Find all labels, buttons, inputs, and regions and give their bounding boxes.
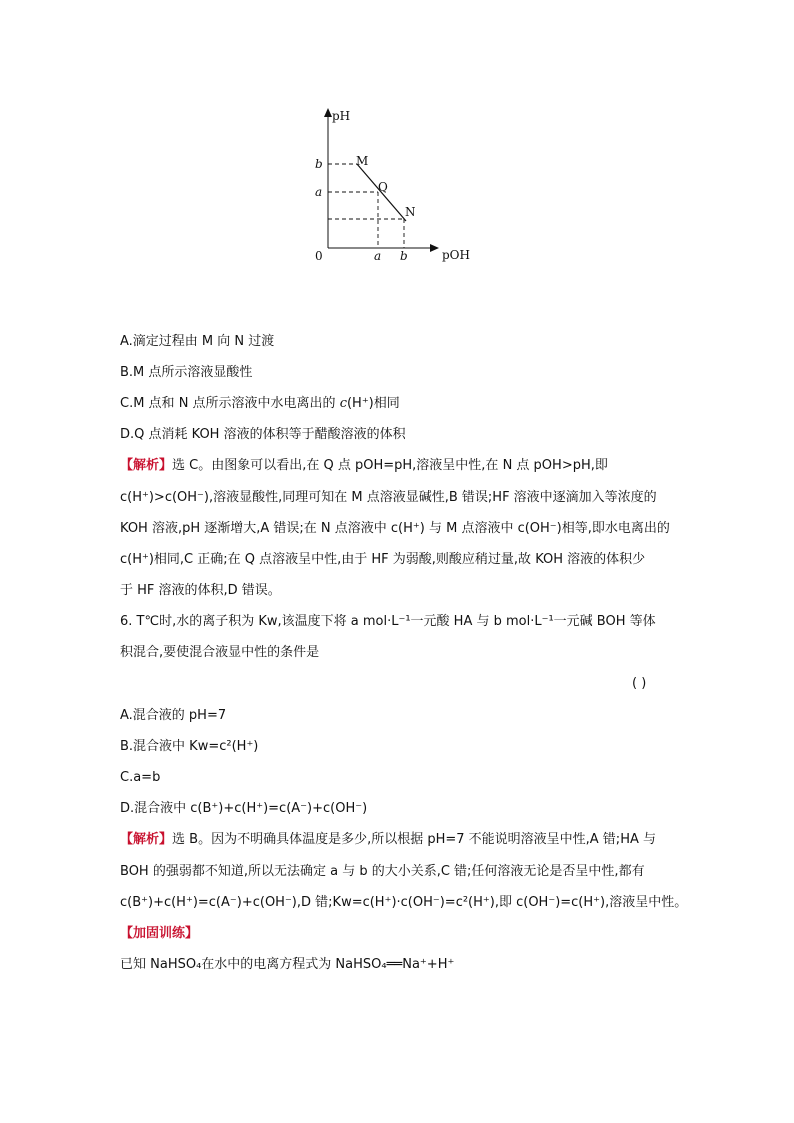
q5-option-b: B.M 点所示溶液显酸性 [120, 365, 253, 380]
q6-explanation-line-1 [120, 830, 656, 850]
q6-answer-paren: ( ) [632, 676, 647, 691]
q5-option-a: A.滴定过程由 M 向 N 过渡 [120, 334, 275, 349]
extra-training-tag: 【加固训练】 [120, 926, 199, 941]
point-n-label: N [405, 205, 416, 219]
q6-explanation-line-2: BOH 的强弱都不知道,所以无法确定 a 与 b 的大小关系,C 错;任何溶液无论是否呈中性,都有 [120, 864, 645, 879]
origin-label: 0 [315, 249, 323, 263]
q5-option-c-post: (H⁺)相同 [346, 396, 400, 411]
q6-explanation-line-3: c(B⁺)+c(H⁺)=c(A⁻)+c(OH⁻),D 错;Kw=c(H⁺)·c(OH⁻)=c²(H⁺),即 c(OH⁻)=c(H⁺),溶液呈中性。 [120, 895, 688, 910]
q5-explanation-tag: 【解析】 [120, 458, 173, 473]
q5-explanation-line-3: KOH 溶液,pH 逐渐增大,A 错误;在 N 点溶液中 c(H⁺) 与 M 点溶液中 c(OH⁻)相等,即水电离出的 [120, 521, 670, 536]
q5-explanation-text-1: 选 C。由图象可以看出,在 Q 点 pOH=pH,溶液呈中性,在 N 点 pOH>pH,即 [172, 458, 608, 473]
x-axis-arrow [430, 244, 439, 252]
q6-option-d: D.混合液中 c(B⁺)+c(H⁺)=c(A⁻)+c(OH⁻) [120, 801, 368, 816]
y-tick-a: a [315, 185, 323, 199]
q5-option-c-c: c [339, 396, 347, 411]
q5-explanation-line-4: c(H⁺)相同,C 正确;在 Q 点溶液呈中性,由于 HF 为弱酸,则酸应稍过量,故 KOH 溶液的体积少 [120, 552, 646, 567]
x-tick-b: b [400, 249, 408, 263]
y-axis-arrow [324, 108, 332, 117]
q6-option-b: B.混合液中 Kw=c²(H⁺) [120, 739, 259, 754]
ph-poh-graph [300, 100, 480, 270]
q6-stem-line-2: 积混合,要使混合液显中性的条件是 [120, 645, 320, 660]
y-tick-b: b [315, 157, 323, 171]
q5-explanation-line-2: c(H⁺)>c(OH⁻),溶液显酸性,同理可知在 M 点溶液显碱性,B 错误;HF 溶液中逐滴加入等浓度的 [120, 490, 657, 505]
q6-explanation-tag: 【解析】 [120, 832, 173, 847]
q5-option-c [120, 394, 400, 414]
q6-option-a: A.混合液的 pH=7 [120, 708, 227, 723]
q6-stem-line-1: 6. T℃时,水的离子积为 Kw,该温度下将 a mol·L⁻¹一元酸 HA 与 b mol·L⁻¹一元碱 BOH 等体 [120, 614, 656, 629]
extra-training-text: 已知 NaHSO₄在水中的电离方程式为 NaHSO₄══Na⁺+H⁺ [120, 957, 455, 972]
x-tick-a: a [374, 249, 382, 263]
q6-explanation-text-1: 选 B。因为不明确具体温度是多少,所以根据 pH=7 不能说明溶液呈中性,A 错;HA 与 [172, 832, 656, 847]
q5-explanation-line-1 [120, 456, 608, 476]
q5-option-c-pre: C.M 点和 N 点所示溶液中水电离出的 [120, 396, 340, 411]
point-m-label: M [356, 154, 369, 168]
q5-option-d: D.Q 点消耗 KOH 溶液的体积等于醋酸溶液的体积 [120, 427, 406, 442]
point-q-label: Q [378, 180, 388, 194]
y-axis-label: pH [332, 109, 351, 123]
q6-option-c: C.a=b [120, 770, 161, 785]
q5-explanation-line-5: 于 HF 溶液的体积,D 错误。 [120, 583, 281, 598]
x-axis-label: pOH [442, 248, 470, 262]
